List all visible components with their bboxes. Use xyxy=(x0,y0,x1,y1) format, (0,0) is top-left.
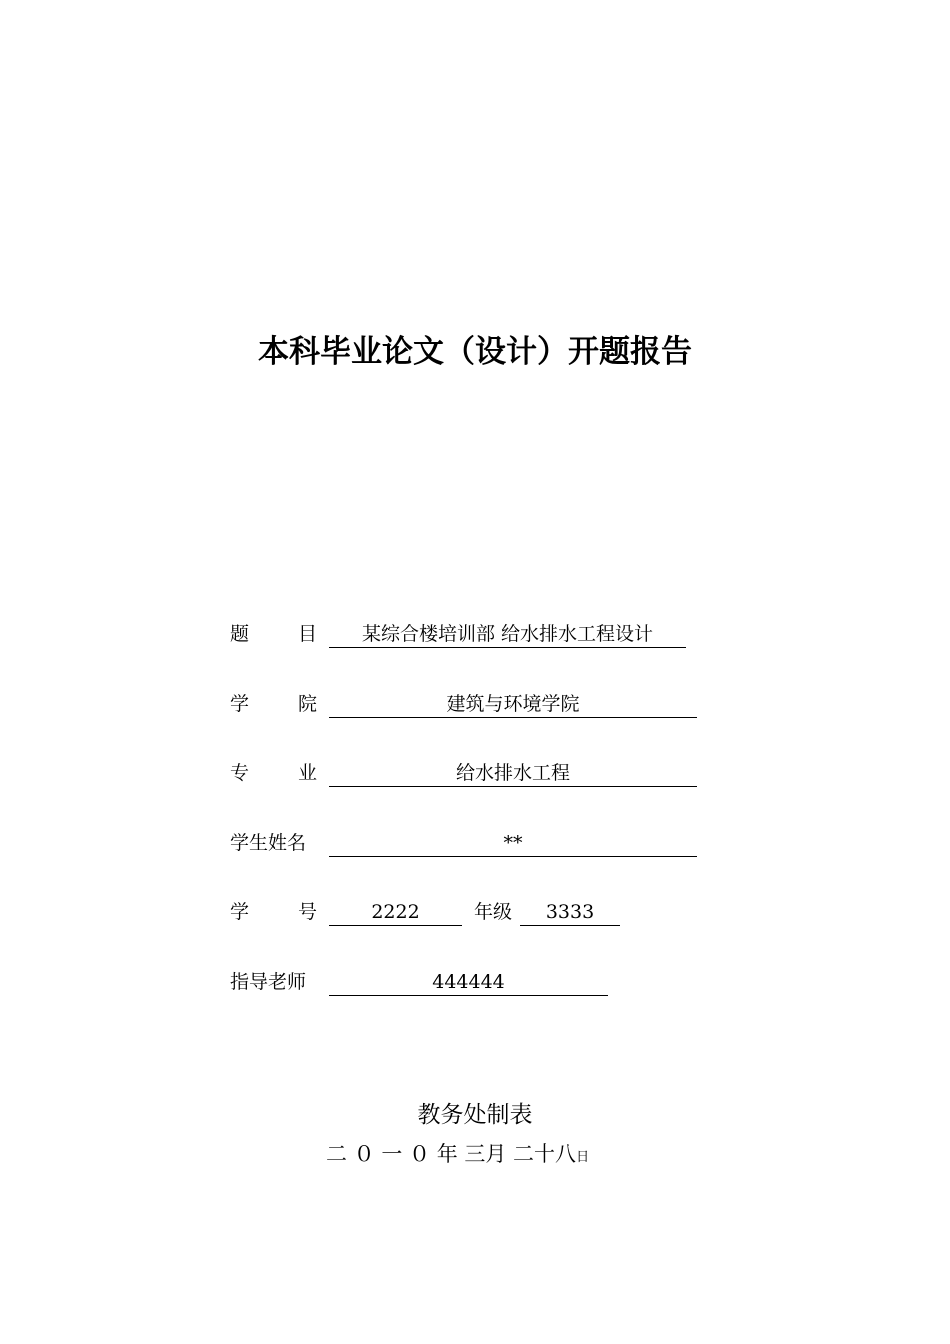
student-name-label: 学生姓名 xyxy=(230,832,307,854)
major-label-char-1: 专 xyxy=(230,762,250,784)
topic-label-char-2: 目 xyxy=(298,623,318,645)
topic-field: 某综合楼培训部 给水排水工程设计 xyxy=(329,622,686,648)
issue-date-day: 日 xyxy=(576,1150,590,1165)
grade-field: 3333 xyxy=(520,900,620,926)
issuing-office: 教务处制表 xyxy=(417,1102,533,1128)
student-id-label-char-2: 号 xyxy=(298,901,318,923)
page-title: 本科毕业论文（设计）开题报告 xyxy=(258,334,692,370)
college-label-char-2: 院 xyxy=(298,693,318,715)
major-field: 给水排水工程 xyxy=(329,761,697,787)
issue-date xyxy=(326,1138,589,1168)
student-name-field: ** xyxy=(329,831,697,857)
student-id-field: 2222 xyxy=(329,900,462,926)
student-id-label-char-1: 学 xyxy=(230,901,250,923)
college-label-char-1: 学 xyxy=(230,693,250,715)
advisor-field: 444444 xyxy=(329,970,608,996)
advisor-label: 指导老师 xyxy=(230,971,307,993)
issue-date-main: 二 ０ 一 ０ 年 三月 二十八 xyxy=(326,1142,577,1166)
major-label-char-2: 业 xyxy=(298,762,318,784)
topic-label-char-1: 题 xyxy=(230,623,250,645)
grade-label: 年级 xyxy=(474,901,513,923)
college-field: 建筑与环境学院 xyxy=(329,692,697,718)
